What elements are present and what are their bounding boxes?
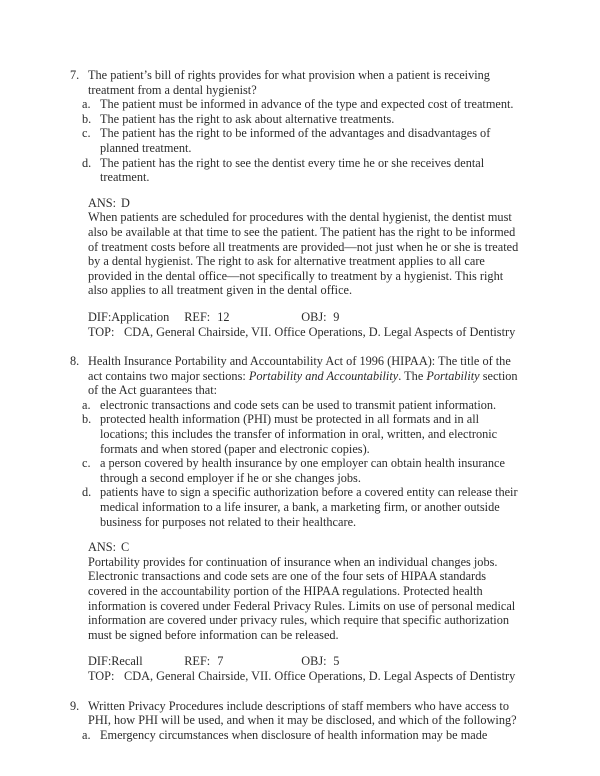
option-text: Emergency circumstances when disclosure of health information may be made <box>100 727 488 742</box>
dif-value: Recall <box>111 654 143 669</box>
option-item <box>82 97 526 112</box>
option-item <box>82 112 526 127</box>
question-stem <box>88 354 526 398</box>
question-stem-part1: Health Insurance Portability and Accountability Act of 1996 (HIPAA): The title of the act contains two major sections: <box>88 354 511 383</box>
option-text: protected health information (PHI) must be protected in all formats and in all locations; this includes the transfer of information in oral, written, and electronic formats and when stored (paper and electronic copies). <box>100 412 498 456</box>
options-list <box>70 97 526 185</box>
answer-section <box>70 540 526 642</box>
option-letter: a. <box>82 397 91 412</box>
option-item <box>82 156 526 185</box>
obj-value: 5 <box>333 654 340 669</box>
option-text: a person covered by health insurance by one employer can obtain health insurance through a second employer if he or she changes jobs. <box>100 456 505 485</box>
answer-section <box>70 196 526 298</box>
option-text: The patient must be informed in advance of the type and expected cost of treatment. <box>100 97 514 112</box>
option-item <box>82 728 526 743</box>
obj-label: OBJ: <box>301 654 327 669</box>
metadata-dif-ref-obj-line <box>88 310 526 325</box>
answer-label: ANS: <box>88 195 117 210</box>
question-stem-part2: . The <box>398 368 427 383</box>
obj-label: OBJ: <box>301 309 327 324</box>
answer-value: C <box>121 540 130 555</box>
top-label: TOP: <box>88 668 115 683</box>
question-stem-row <box>70 68 526 97</box>
dif-label: DIF: <box>88 654 112 669</box>
option-letter: b. <box>82 111 92 126</box>
question-number: 9. <box>70 698 80 713</box>
option-letter: c. <box>82 456 91 471</box>
question-stem-row <box>70 354 526 398</box>
option-text: The patient has the right to see the dentist every time he or she receives dental treatment. <box>100 155 485 185</box>
option-item <box>82 126 526 155</box>
top-value: CDA, General Chairside, VII. Office Operations, D. Legal Aspects of Dentistry <box>124 668 516 683</box>
option-item <box>82 485 526 529</box>
option-letter: d. <box>82 155 92 170</box>
answer-value: D <box>121 195 130 210</box>
option-text: The patient has the right to be informed of the advantages and disadvantages of planned treatment. <box>100 126 491 155</box>
question-block-7 <box>70 68 526 339</box>
question-stem-part3: section of the Act guarantees that: <box>88 368 518 398</box>
answer-rationale: When patients are scheduled for procedures with the dental hygienist, the dentist must also be available at that time to see the patient. The patient has the right to be informed of treatment costs before all treatments are provided—not just when he or she is treated by a dental hygienist. The right to ask for alternative treatment applies to all care provided in the dental office—not specifically to treatment by a hygienist. This right also applies to all treatment given in the dental office. <box>88 210 519 298</box>
option-letter: d. <box>82 485 92 500</box>
option-text: electronic transactions and code sets can be used to transmit patient information. <box>100 397 497 412</box>
option-letter: b. <box>82 412 92 427</box>
question-stem-row <box>70 699 526 728</box>
options-list <box>70 398 526 529</box>
option-letter: c. <box>82 126 91 141</box>
top-label: TOP: <box>88 324 115 339</box>
metadata-dif-ref-obj-line <box>88 654 526 669</box>
question-number: 7. <box>70 68 80 82</box>
answer-line <box>88 540 526 555</box>
ref-label: REF: <box>184 309 211 324</box>
ref-value: 12 <box>217 309 230 324</box>
question-block-9 <box>70 699 526 743</box>
question-stem: The patient’s bill of rights provides for what provision when a patient is receiving treatment from a dental hygienist? <box>88 68 490 97</box>
ref-label: REF: <box>184 654 211 669</box>
page-content <box>70 68 526 757</box>
answer-rationale: Portability provides for continuation of insurance when an individual changes jobs. Electronic transactions and code sets are one of the four sets of HIPAA standards covered in the accountability portion of the HIPAA regulations. Protected health information is covered under Federal Privacy Rules. Limits on use of personal medical information are covered under privacy rules, which require that specific authorization must be signed before information can be released. <box>88 554 516 642</box>
answer-line <box>88 196 526 211</box>
option-item <box>82 456 526 485</box>
question-metadata <box>70 654 526 683</box>
question-stem: Written Privacy Procedures include descriptions of staff members who have access to PHI, how PHI will be used, and when it may be disclosed, and which of the following? <box>88 698 517 728</box>
question-metadata <box>70 310 526 339</box>
answer-label: ANS: <box>88 540 117 555</box>
top-value: CDA, General Chairside, VII. Office Operations, D. Legal Aspects of Dentistry <box>124 324 516 339</box>
metadata-top-line <box>88 325 526 340</box>
option-letter: a. <box>82 97 91 112</box>
metadata-top-line <box>88 669 526 684</box>
dif-value: Application <box>111 309 170 324</box>
option-item <box>82 398 526 413</box>
dif-label: DIF: <box>88 309 112 324</box>
option-item <box>82 412 526 456</box>
question-number: 8. <box>70 354 80 369</box>
question-stem-italic-portability: Portability <box>426 368 480 383</box>
obj-value: 9 <box>333 309 340 324</box>
option-letter: a. <box>82 727 91 742</box>
option-text: patients have to sign a specific authorization before a covered entity can release their medical information to a life insurer, a bank, a marketing firm, or another outside business for purposes not related to their healthcare. <box>100 485 518 529</box>
options-list <box>70 728 526 743</box>
question-stem-italic-portability-accountability: Portability and Accountability <box>248 368 399 383</box>
question-block-8 <box>70 354 526 683</box>
option-text: The patient has the right to ask about alternative treatments. <box>100 111 395 126</box>
ref-value: 7 <box>217 654 224 669</box>
